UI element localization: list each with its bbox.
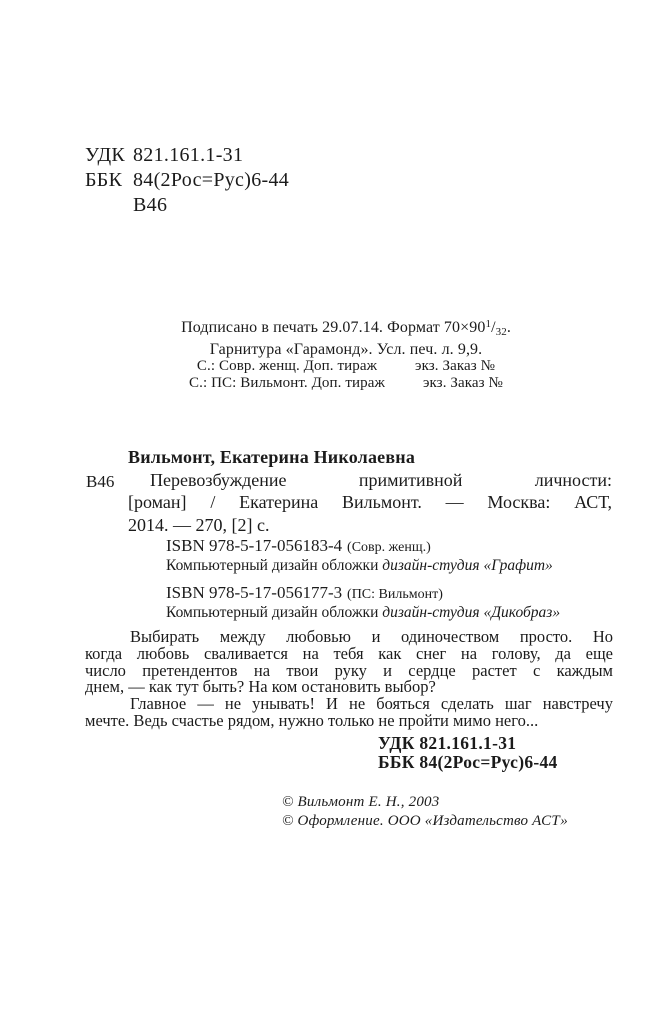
print-date-format-line xyxy=(85,316,607,341)
annotation-line-2: когда любовь сваливается на тебя как снег на голову, да еще xyxy=(85,643,613,663)
cover-design-2-line xyxy=(166,604,560,622)
typeface-line: Гарнитура «Гарамонд». Усл. печ. л. 9,9. xyxy=(209,341,483,358)
annotation-line-1: Выбирать между любовью и одиночеством просто. Но xyxy=(130,627,613,646)
copyright-block xyxy=(282,793,568,830)
udk-value: 821.161.1-31 xyxy=(133,144,244,166)
title-line-1: Перевозбуждение примитивной личности: xyxy=(150,469,612,490)
cover-design-1-line xyxy=(166,557,560,575)
format-fraction-slash: / xyxy=(491,319,496,336)
print-info-block xyxy=(85,316,607,392)
annotation-line-6: мечте. Ведь счастье рядом, нужно только не пройти мимо него... xyxy=(85,710,539,730)
isbn-1-qualifier: (Совр. женщ.) xyxy=(347,540,431,555)
udk-row xyxy=(85,143,289,168)
series2-right: экз. Заказ № xyxy=(422,375,503,391)
isbn-section xyxy=(166,537,560,631)
bib-author-code: В46 xyxy=(86,472,115,491)
cover-design-1-studio: дизайн-студия «Графит» xyxy=(382,557,553,574)
title-line-3: 2014. — 270, [2] с. xyxy=(128,514,270,535)
print-date-format-text: Подписано в печать 29.07.14. Формат 70×90 xyxy=(181,319,486,336)
author-code: В46 xyxy=(133,194,168,216)
annotation-line-3: число претендентов на твои руку и сердце растет с каждым xyxy=(85,660,613,680)
udk-label: УДК xyxy=(85,144,126,166)
classification-block xyxy=(85,143,289,218)
cover-design-2-studio: дизайн-студия «Дикобраз» xyxy=(382,604,561,621)
bottom-classification-block xyxy=(378,734,558,772)
format-fraction-numerator: 1 xyxy=(485,318,492,330)
isbn-2-qualifier: (ПС: Вильмонт) xyxy=(347,587,443,602)
series1-tirazh-line xyxy=(85,358,607,375)
bottom-bbk: ББК 84(2Рос=Рус)6-44 xyxy=(378,752,558,772)
author-code-row xyxy=(85,193,289,218)
isbn-group-1 xyxy=(166,537,560,575)
print-line1-period: . xyxy=(506,319,511,336)
author-heading: Вильмонт, Екатерина Николаевна xyxy=(128,447,416,467)
isbn-1-line xyxy=(166,537,560,557)
bbk-row xyxy=(85,168,289,193)
annotation-line-5: Главное — не унывать! И не бояться сделать шаг навстречу xyxy=(130,694,613,714)
copyright-author: © Вильмонт Е. Н., 2003 xyxy=(282,794,440,810)
isbn-1-number: ISBN 978-5-17-056183-4 xyxy=(166,536,343,555)
series1-right: экз. Заказ № xyxy=(415,358,496,374)
series1-left: С.: Совр. женщ. Доп. тираж xyxy=(196,358,378,374)
series2-left: С.: ПС: Вильмонт. Доп. тираж xyxy=(189,375,385,391)
cover-design-2-prefix: Компьютерный дизайн обложки xyxy=(166,604,379,621)
isbn-2-line xyxy=(166,584,560,604)
bibliographic-record xyxy=(85,446,612,536)
isbn-2-number: ISBN 978-5-17-056177-3 xyxy=(166,583,343,602)
copyright-publisher: © Оформление. ООО «Издательство АСТ» xyxy=(282,812,568,829)
author-code-spacer xyxy=(85,193,133,218)
series2-tirazh-line xyxy=(85,375,607,392)
cover-design-1-prefix: Компьютерный дизайн обложки xyxy=(166,557,379,574)
bbk-label: ББК xyxy=(85,169,123,191)
format-fraction-denominator: 32 xyxy=(495,326,507,338)
title-line-2: [роман] / Екатерина Вильмонт. — Москва: АСТ, xyxy=(128,492,612,512)
annotation-line-4: днем, — как тут быть? На ком остановить выбор? xyxy=(85,677,436,697)
bbk-value: 84(2Рос=Рус)6-44 xyxy=(133,169,290,191)
annotation-block xyxy=(85,629,613,730)
isbn-group-2 xyxy=(166,584,560,622)
bottom-udk: УДК 821.161.1-31 xyxy=(378,733,517,753)
